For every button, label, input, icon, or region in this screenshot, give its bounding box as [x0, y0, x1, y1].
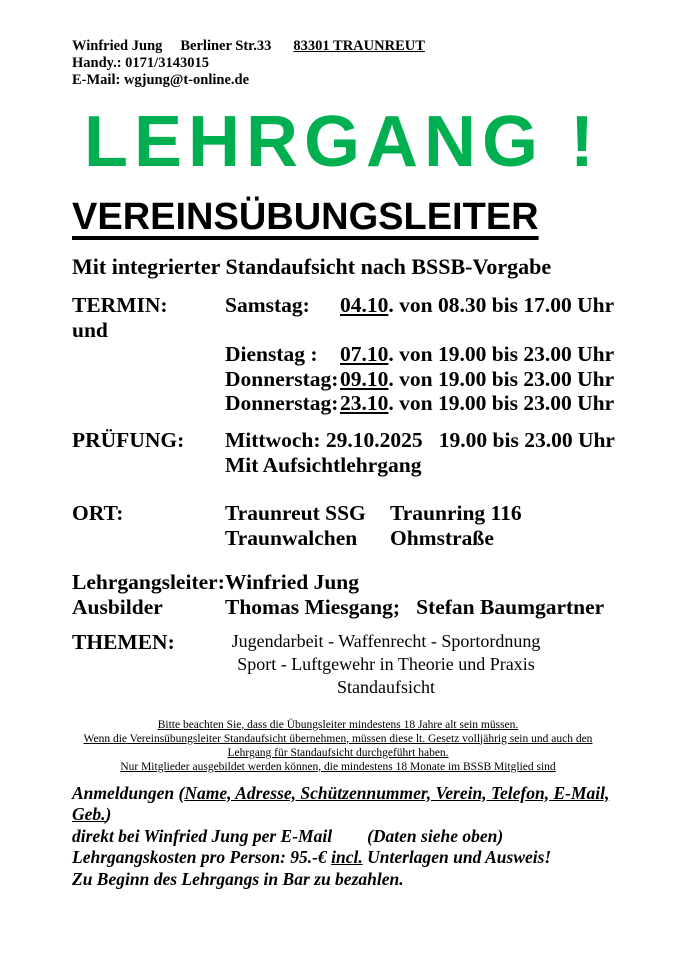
legal-note-line: Wenn die Vereinsübungsleiter Standaufsicht übernehmen, müssen diese lt. Gesetz volljährig sein und auch den: [83, 732, 593, 745]
contact-city: 83301 TRAUNREUT: [293, 38, 425, 54]
location-street: Ohmstraße: [390, 525, 494, 550]
trainer-names: Thomas Miesgang; Stefan Baumgartner: [225, 594, 605, 619]
contact-email: E-Mail: wgjung@t-online.de: [72, 72, 250, 88]
schedule-label: TERMIN:: [72, 293, 168, 317]
exam-note-line: Mit Aufsichtlehrgang: [225, 452, 422, 477]
contact-street: Berliner Str.33: [180, 38, 272, 54]
schedule-day: Samstag:: [225, 293, 310, 317]
schedule-day: Donnerstag:: [225, 391, 339, 416]
page-subtitle: VEREINSÜBUNGSLEITER: [72, 196, 539, 238]
exam-label: PRÜFUNG:: [72, 427, 185, 452]
schedule-section: [72, 293, 648, 416]
registration-line-2: direkt bei Winfried Jung per E-Mail (Daten siehe oben): [72, 825, 504, 846]
topics-line: Standaufsicht: [337, 676, 435, 697]
location-label: ORT:: [72, 501, 124, 526]
legal-notes: [0, 718, 676, 774]
topics-line: Jugendarbeit - Waffenrecht - Sportordnung: [231, 630, 541, 651]
schedule-time: 09.10. von 19.00 bis 23.00 Uhr: [340, 366, 615, 391]
location-street: Traunring 116: [390, 501, 522, 526]
exam-details: [225, 428, 648, 477]
location-section: [72, 501, 648, 550]
exam-date-line: Mittwoch: 29.10.2025 19.00 bis 23.00 Uhr: [225, 427, 615, 452]
topics-list: [225, 630, 547, 699]
location-club: Traunwalchen: [225, 525, 358, 550]
topics-line: Sport - Luftgewehr in Theorie und Praxis: [237, 653, 535, 674]
schedule-label-and: und: [72, 317, 108, 342]
exam-section: [72, 428, 648, 477]
staff-section: [72, 570, 648, 619]
location-club: Traunreut SSG: [225, 501, 366, 526]
topics-label: THEMEN:: [72, 629, 175, 654]
registration-payment-line: Zu Beginn des Lehrgangs in Bar zu bezahlen.: [72, 868, 404, 889]
tagline: Mit integrierter Standaufsicht nach BSSB-Vorgabe: [72, 254, 552, 279]
leader-name: Winfried Jung: [225, 570, 360, 595]
legal-note-line: Bitte beachten Sie, dass die Übungsleiter mindestens 18 Jahre alt sein müssen.: [157, 718, 519, 731]
legal-note-line: Lehrgang für Standaufsicht durchgeführt haben.: [227, 746, 449, 759]
registration-line-1: Anmeldungen (Name, Adresse, Schützennummer, Verein, Telefon, E-Mail, Geb.): [72, 782, 610, 825]
trainer-label: Ausbilder: [72, 594, 163, 619]
schedule-day: Dienstag :: [225, 342, 318, 367]
contact-header: [72, 38, 648, 89]
schedule-time: 23.10. von 19.00 bis 23.00 Uhr: [340, 391, 615, 416]
registration-cost-line: Lehrgangskosten pro Person: 95.-€ incl. Unterlagen und Ausweis!: [72, 847, 552, 868]
legal-note-line: Nur Mitglieder ausgebildet werden können, die mindestens 18 Monate im BSSB Mitglied sind: [120, 760, 556, 773]
schedule-time: 07.10. von 19.00 bis 23.00 Uhr: [340, 342, 615, 367]
page-title: LEHRGANG !: [84, 102, 600, 182]
leader-label: Lehrgangsleiter:: [72, 570, 225, 595]
registration-section: [72, 783, 648, 891]
location-rows: [225, 501, 648, 550]
topics-section: [72, 630, 648, 699]
schedule-time: 04.10. von 08.30 bis 17.00 Uhr: [340, 293, 615, 317]
registration-required-fields: Name, Adresse, Schützennummer, Verein, Telefon, E-Mail, Geb.: [72, 782, 610, 825]
contact-name: Winfried Jung: [72, 38, 163, 54]
schedule-day: Donnerstag:: [225, 366, 339, 391]
contact-line-1: [72, 38, 648, 55]
contact-phone: Handy.: 0171/3143015: [72, 55, 209, 71]
